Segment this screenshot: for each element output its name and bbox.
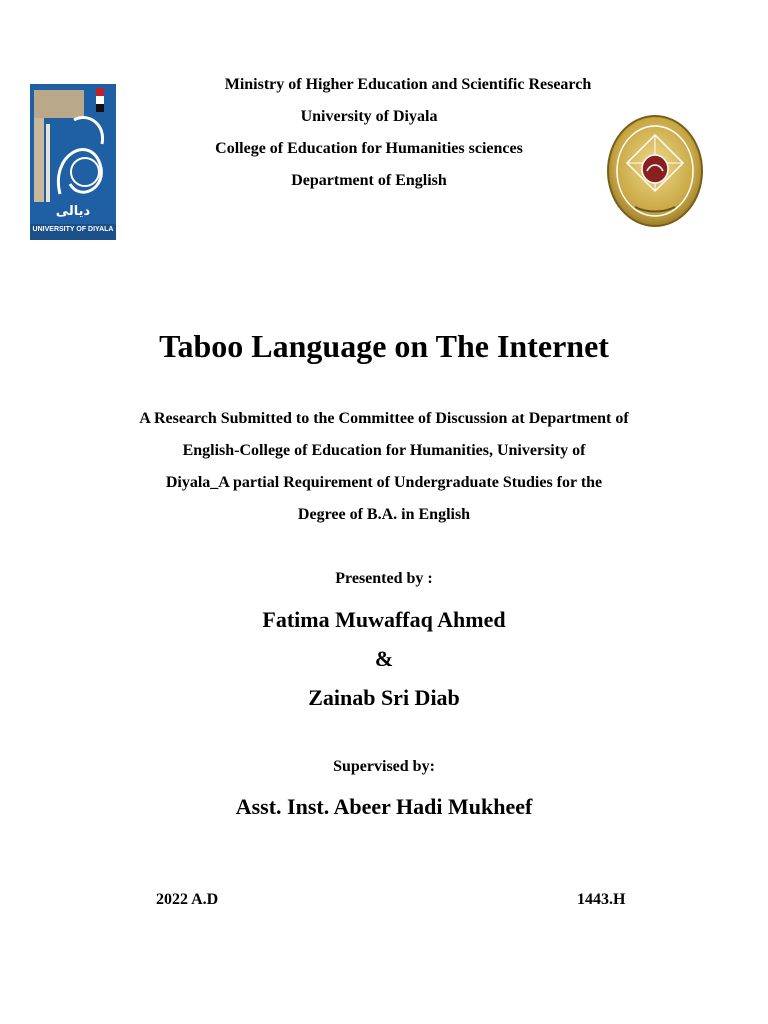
college-line: College of Education for Humanities sciences [215, 140, 523, 157]
page-title: Taboo Language on The Internet [159, 328, 609, 364]
hijri-year: 1443.H [577, 891, 626, 908]
description-line-3: Diyala_A partial Requirement of Undergraduate Studies for the [165, 474, 603, 491]
description-line-2: English-College of Education for Humanities, University of [182, 442, 586, 459]
supervised-by-label: Supervised by: [333, 758, 435, 775]
department-line: Department of English [291, 172, 447, 189]
author-2-name: Zainab Sri Diab [308, 685, 460, 710]
university-line: University of Diyala [300, 108, 438, 125]
gregorian-year: 2022 A.D [156, 891, 219, 908]
logo-university-text: UNIVERSITY OF DIYALA [32, 226, 114, 233]
logo-arabic-text: ديالى [55, 204, 91, 219]
ampersand: & [374, 646, 394, 671]
supervisor-name: Asst. Inst. Abeer Hadi Mukheef [235, 794, 533, 819]
description-line-1: A Research Submitted to the Committee of Discussion at Department of [139, 410, 629, 427]
ministry-line: Ministry of Higher Education and Scientific Research [224, 76, 592, 93]
college-seal-icon [607, 115, 703, 227]
author-1-name: Fatima Muwaffaq Ahmed [262, 607, 506, 632]
description-line-4: Degree of B.A. in English [297, 506, 471, 523]
presented-by-label: Presented by : [335, 570, 433, 587]
